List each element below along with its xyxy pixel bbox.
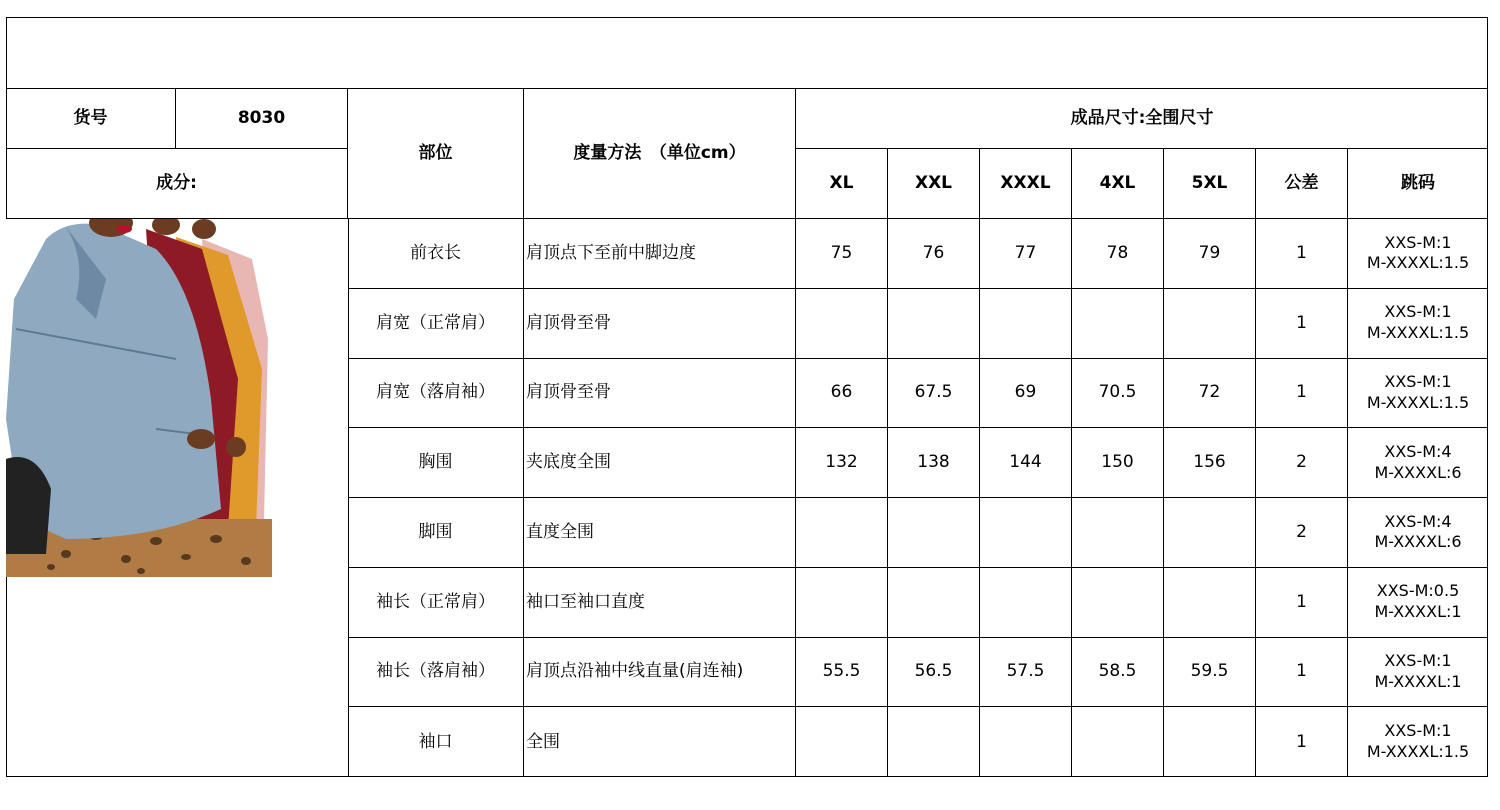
grade-cell (1348, 498, 1488, 568)
tolerance-cell: 1 (1256, 359, 1348, 429)
size-value-cell: 138 (888, 428, 980, 498)
grade-line: XXS-M:4 (1384, 511, 1452, 531)
part-cell: 袖长（正常肩） (348, 568, 524, 638)
size-value-cell (1164, 289, 1256, 359)
size-value-cell (796, 568, 888, 638)
size-spec-sheet (6, 17, 1488, 777)
grade-line: XXS-M:1 (1384, 651, 1452, 671)
grade-cell (1348, 428, 1488, 498)
tolerance-cell: 1 (1256, 289, 1348, 359)
size-value-cell: 66 (796, 359, 888, 429)
method-cell: 全围 (524, 707, 796, 777)
grade-cell (1348, 568, 1488, 638)
size-value-cell: 56.5 (888, 638, 980, 708)
part-header: 部位 (348, 89, 524, 219)
method-cell: 夹底度全围 (524, 428, 796, 498)
size-value-cell (980, 498, 1072, 568)
col-xxxl-header: XXXL (980, 149, 1072, 219)
size-value-cell (888, 707, 980, 777)
method-cell: 肩顶骨至骨 (524, 359, 796, 429)
size-group-header: 成品尺寸:全围尺寸 (796, 89, 1488, 149)
size-value-cell (1072, 707, 1164, 777)
part-cell: 肩宽（落肩袖） (348, 359, 524, 429)
col-xxl-header: XXL (888, 149, 980, 219)
grade-cell (1348, 219, 1488, 289)
method-cell: 肩顶点下至前中脚边度 (524, 219, 796, 289)
method-cell: 袖口至袖口直度 (524, 568, 796, 638)
size-value-cell: 77 (980, 219, 1072, 289)
size-value-cell: 67.5 (888, 359, 980, 429)
grade-cell (1348, 638, 1488, 708)
grade-line: XXS-M:1 (1384, 372, 1452, 392)
part-cell: 袖长（落肩袖） (348, 638, 524, 708)
tolerance-cell: 1 (1256, 219, 1348, 289)
size-value-cell (888, 568, 980, 638)
grade-line: M-XXXXL:1.5 (1366, 323, 1470, 343)
size-value-cell: 150 (1072, 428, 1164, 498)
item-no-value: 8030 (176, 89, 348, 149)
grade-line: M-XXXXL:6 (1374, 532, 1462, 552)
size-value-cell (1072, 289, 1164, 359)
size-value-cell: 69 (980, 359, 1072, 429)
grade-line: M-XXXXL:1 (1374, 602, 1462, 622)
grade-cell (1348, 289, 1488, 359)
grade-line: XXS-M:1 (1384, 232, 1452, 252)
size-value-cell: 70.5 (1072, 359, 1164, 429)
part-cell: 胸围 (348, 428, 524, 498)
size-value-cell (796, 707, 888, 777)
size-value-cell: 55.5 (796, 638, 888, 708)
grade-cell (1348, 359, 1488, 429)
method-header: 度量方法 （单位cm） (524, 89, 796, 219)
size-value-cell: 156 (1164, 428, 1256, 498)
tolerance-cell: 2 (1256, 428, 1348, 498)
part-cell: 脚围 (348, 498, 524, 568)
size-value-cell: 75 (796, 219, 888, 289)
size-value-cell (796, 498, 888, 568)
size-value-cell (1072, 498, 1164, 568)
size-value-cell: 78 (1072, 219, 1164, 289)
size-value-cell (1164, 498, 1256, 568)
size-value-cell (980, 707, 1072, 777)
tolerance-cell: 1 (1256, 707, 1348, 777)
col-xl-header: XL (796, 149, 888, 219)
item-no-label: 货号 (6, 89, 176, 149)
size-value-cell (980, 289, 1072, 359)
size-value-cell: 59.5 (1164, 638, 1256, 708)
grade-line: M-XXXXL:1 (1374, 671, 1462, 691)
size-value-cell (888, 498, 980, 568)
method-cell: 直度全围 (524, 498, 796, 568)
col-4xl-header: 4XL (1072, 149, 1164, 219)
tolerance-cell: 2 (1256, 498, 1348, 568)
method-cell: 肩顶骨至骨 (524, 289, 796, 359)
part-cell: 前衣长 (348, 219, 524, 289)
size-value-cell (888, 289, 980, 359)
tolerance-cell: 1 (1256, 638, 1348, 708)
grade-line: M-XXXXL:1.5 (1366, 392, 1470, 412)
size-value-cell (796, 289, 888, 359)
part-cell: 袖口 (348, 707, 524, 777)
col-tolerance-header: 公差 (1256, 149, 1348, 219)
col-grade-header: 跳码 (1348, 149, 1488, 219)
size-value-cell: 79 (1164, 219, 1256, 289)
col-5xl-header: 5XL (1164, 149, 1256, 219)
model-hoodie-icon (6, 219, 272, 577)
size-value-cell: 76 (888, 219, 980, 289)
grade-line: XXS-M:4 (1384, 441, 1452, 461)
grade-cell (1348, 707, 1488, 777)
size-value-cell: 57.5 (980, 638, 1072, 708)
size-value-cell: 72 (1164, 359, 1256, 429)
grade-line: M-XXXXL:1.5 (1366, 742, 1470, 762)
grade-line: M-XXXXL:6 (1374, 462, 1462, 482)
grade-line: XXS-M:0.5 (1376, 581, 1460, 601)
size-value-cell (1072, 568, 1164, 638)
size-value-cell (1164, 707, 1256, 777)
size-value-cell: 132 (796, 428, 888, 498)
grade-line: XXS-M:1 (1384, 302, 1452, 322)
grade-line: M-XXXXL:1.5 (1366, 253, 1470, 273)
part-cell: 肩宽（正常肩） (348, 289, 524, 359)
size-value-cell: 58.5 (1072, 638, 1164, 708)
composition-label: 成分: (6, 149, 348, 219)
size-value-cell: 144 (980, 428, 1072, 498)
method-cell: 肩顶点沿袖中线直量(肩连袖) (524, 638, 796, 708)
grade-line: XXS-M:1 (1384, 721, 1452, 741)
size-value-cell (980, 568, 1072, 638)
size-value-cell (1164, 568, 1256, 638)
tolerance-cell: 1 (1256, 568, 1348, 638)
model-hoodie-photo (6, 219, 272, 577)
